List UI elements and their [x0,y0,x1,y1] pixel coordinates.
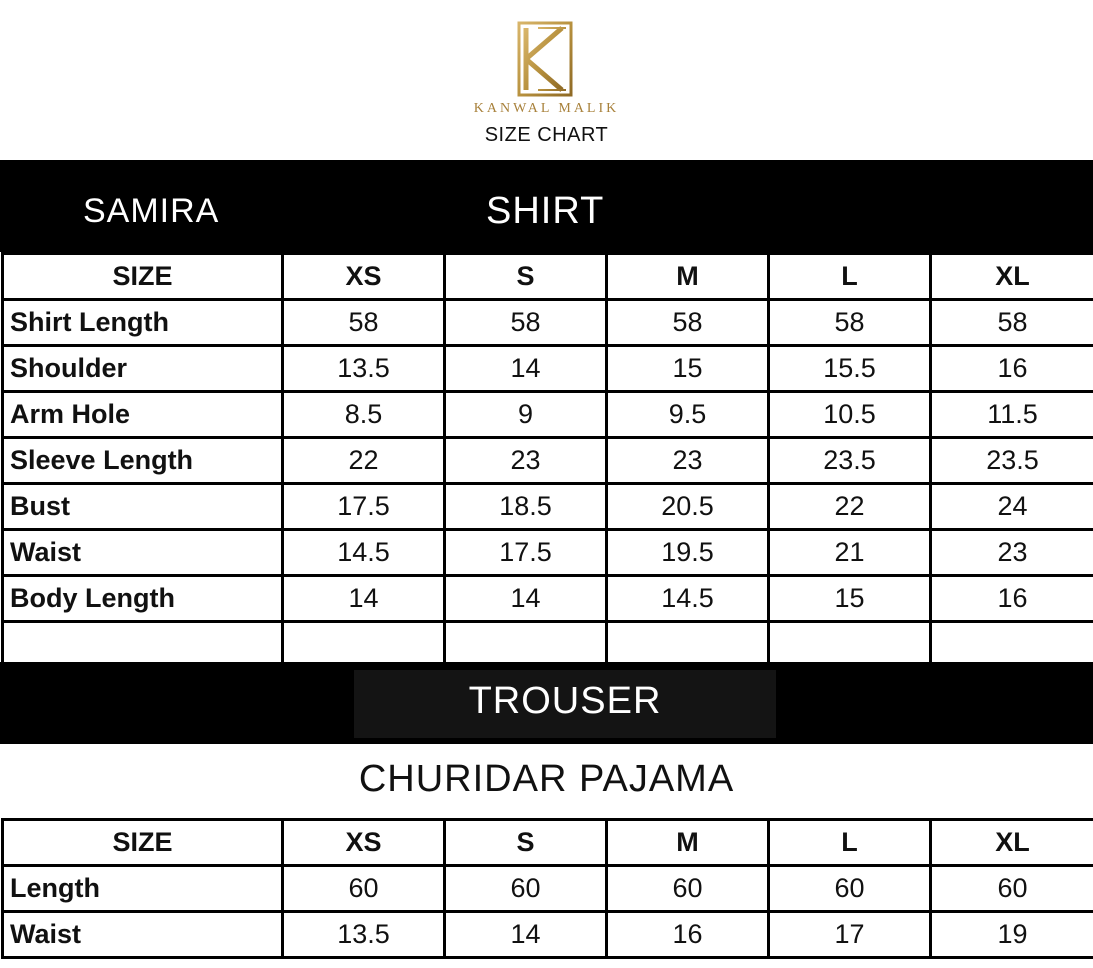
product-name: SAMIRA [83,192,220,230]
table-cell [931,622,1093,664]
table-cell: 23 [445,438,607,484]
brand-header [0,0,1093,158]
table-cell: 24 [931,484,1093,530]
table-cell: 9 [445,392,607,438]
table-cell [769,622,931,664]
header-cell: XL [931,254,1093,300]
table-cell [607,622,769,664]
table-cell: 13.5 [283,912,445,958]
table-cell: 60 [283,866,445,912]
table-cell: 23.5 [769,438,931,484]
table-cell: 14 [445,576,607,622]
table-cell: 23 [931,530,1093,576]
header-cell: L [769,254,931,300]
row-label [3,622,283,664]
header-cell: XL [931,820,1093,866]
table-cell [445,622,607,664]
table-cell: 14 [445,346,607,392]
table-row [3,866,1093,912]
header-cell: L [769,820,931,866]
table-cell: 13.5 [283,346,445,392]
table-cell: 60 [445,866,607,912]
table-cell: 20.5 [607,484,769,530]
table-row-empty [3,622,1093,664]
trouser-section-title: TROUSER [468,680,662,722]
header-cell: XS [283,254,445,300]
table-cell: 21 [769,530,931,576]
table-row [3,392,1093,438]
table-cell: 11.5 [931,392,1093,438]
table-cell: 15 [769,576,931,622]
trouser-size-table [1,818,1093,959]
table-cell: 23.5 [931,438,1093,484]
table-cell: 22 [283,438,445,484]
header-cell: S [445,254,607,300]
table-cell: 17.5 [283,484,445,530]
header-cell: M [607,254,769,300]
table-cell: 14 [445,912,607,958]
table-cell: 15.5 [769,346,931,392]
table-cell: 14 [283,576,445,622]
table-cell: 17.5 [445,530,607,576]
table-cell: 16 [931,576,1093,622]
table-cell: 9.5 [607,392,769,438]
table-header-row [3,820,1093,866]
row-label: Shirt Length [3,300,283,346]
table-cell: 58 [283,300,445,346]
table-cell: 15 [607,346,769,392]
brand-name: KANWAL MALIK [473,101,620,116]
header-cell: S [445,820,607,866]
table-cell: 58 [769,300,931,346]
row-label: Sleeve Length [3,438,283,484]
table-row [3,438,1093,484]
table-cell: 19.5 [607,530,769,576]
header-cell: M [607,820,769,866]
table-cell: 58 [607,300,769,346]
shirt-section-title: SHIRT [486,190,605,232]
table-cell: 10.5 [769,392,931,438]
table-cell: 58 [445,300,607,346]
table-cell: 18.5 [445,484,607,530]
table-row [3,530,1093,576]
shirt-size-table [1,252,1093,665]
table-cell: 19 [931,912,1093,958]
row-label: Arm Hole [3,392,283,438]
table-cell: 14.5 [607,576,769,622]
table-cell: 16 [607,912,769,958]
table-cell: 22 [769,484,931,530]
churidar-pajama-title: CHURIDAR PAJAMA [358,758,735,800]
table-row [3,484,1093,530]
row-label: Waist [3,912,283,958]
table-cell [283,622,445,664]
table-cell: 16 [931,346,1093,392]
table-cell: 60 [769,866,931,912]
row-label: Waist [3,530,283,576]
table-cell: 23 [607,438,769,484]
table-row [3,576,1093,622]
row-label: Length [3,866,283,912]
table-cell: 58 [931,300,1093,346]
header-cell: XS [283,820,445,866]
table-cell: 14.5 [283,530,445,576]
row-label: Body Length [3,576,283,622]
table-row [3,346,1093,392]
row-label: Bust [3,484,283,530]
table-cell: 8.5 [283,392,445,438]
table-cell: 60 [607,866,769,912]
table-row [3,300,1093,346]
row-label: Shoulder [3,346,283,392]
table-cell: 60 [931,866,1093,912]
header-cell: SIZE [3,820,283,866]
table-cell: 17 [769,912,931,958]
table-row [3,912,1093,958]
shirt-title-band [0,160,1093,252]
trouser-title-box [354,670,776,738]
size-chart-title: SIZE CHART [484,124,609,146]
table-header-row [3,254,1093,300]
header-cell: SIZE [3,254,283,300]
kanwal-malik-logo-icon [516,20,574,98]
